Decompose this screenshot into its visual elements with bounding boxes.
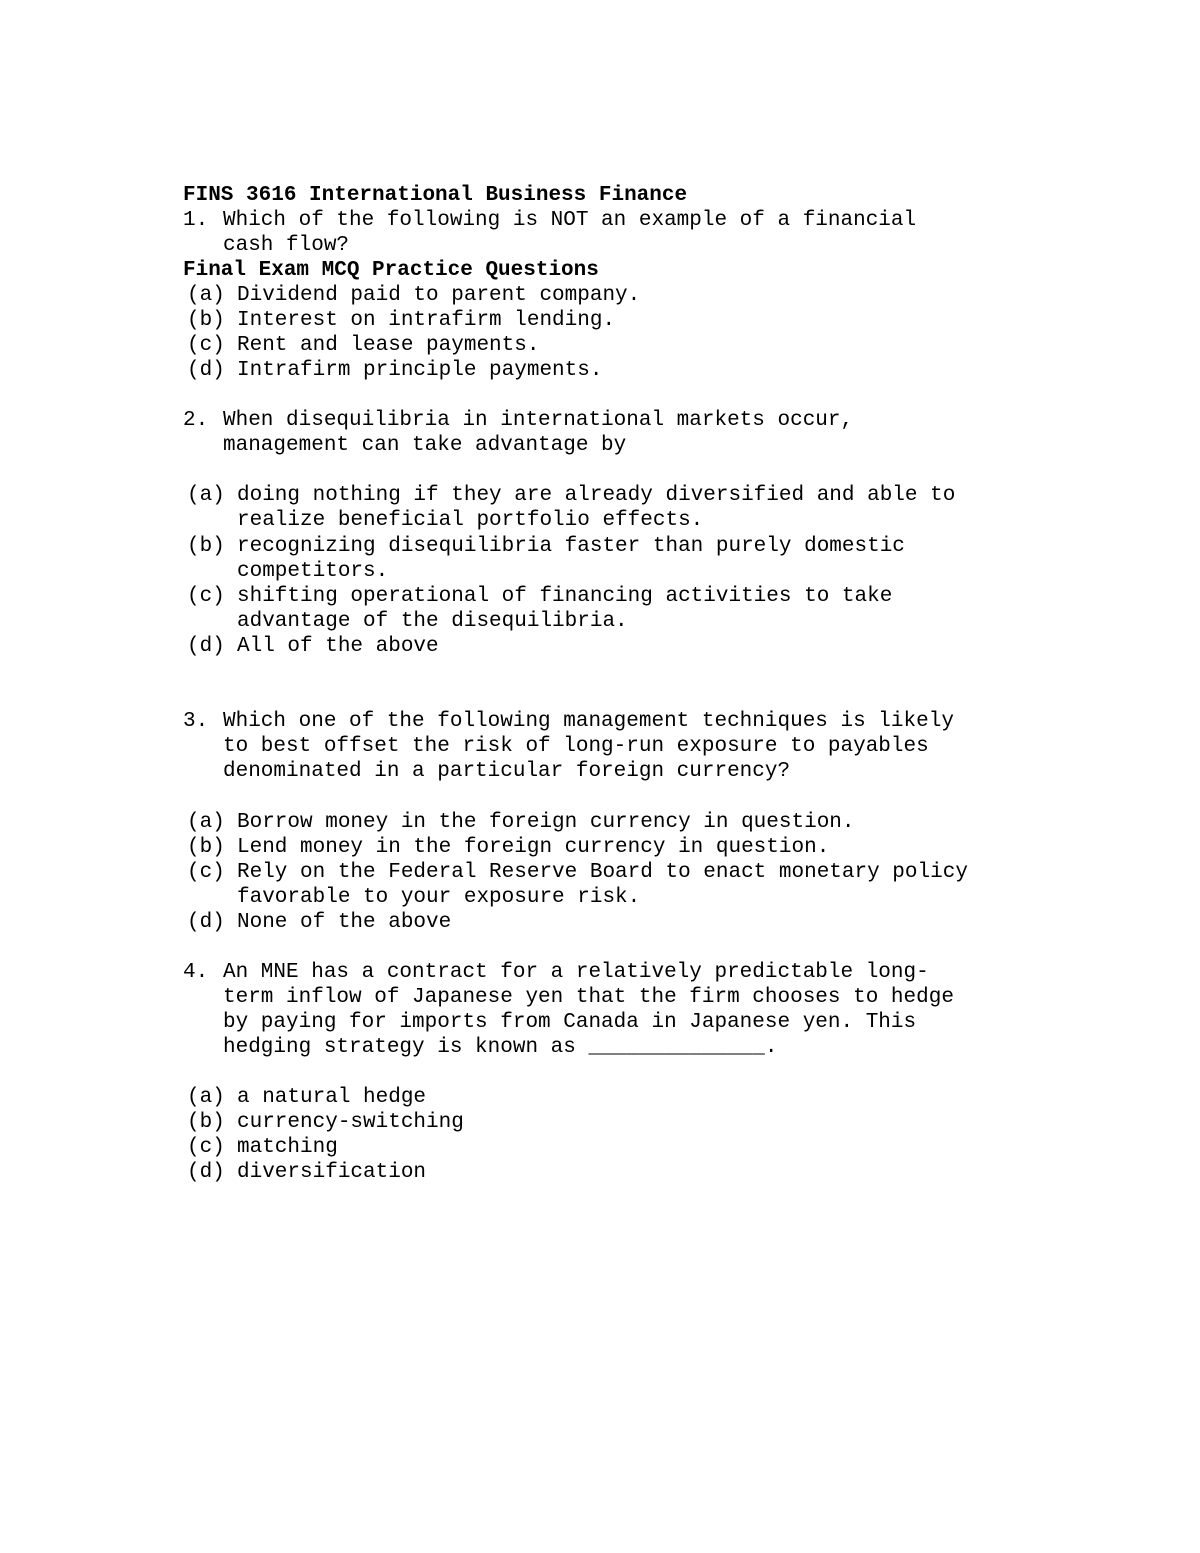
option-text: Lend money in the foreign currency in question. xyxy=(237,836,830,859)
option-label: (c) xyxy=(187,1136,225,1159)
question-text-line: When disequilibria in international markets occur, xyxy=(223,409,854,432)
option-text: Rely on the Federal Reserve Board to enact monetary policy xyxy=(237,861,968,884)
option-text: None of the above xyxy=(237,911,452,934)
option-label: (a) xyxy=(187,284,225,307)
option-label: (d) xyxy=(187,911,225,934)
question-text-line: cash flow? xyxy=(223,234,350,257)
option-text: shifting operational of financing activities to take xyxy=(237,585,893,608)
question-number: 4. xyxy=(183,961,209,984)
question-text-line: Which one of the following management techniques is likely xyxy=(223,710,954,733)
option-text: advantage of the disequilibria. xyxy=(237,610,628,633)
question-text-line: management can take advantage by xyxy=(223,434,627,457)
option-label: (b) xyxy=(187,535,225,558)
option-text: All of the above xyxy=(237,635,439,658)
option-label: (c) xyxy=(187,585,225,608)
option-text: matching xyxy=(237,1136,338,1159)
option-label: (d) xyxy=(187,359,225,382)
option-text: a natural hedge xyxy=(237,1086,427,1109)
question-number: 1. xyxy=(183,209,209,232)
option-label: (c) xyxy=(187,861,225,884)
question-number: 3. xyxy=(183,710,209,733)
option-text: Rent and lease payments. xyxy=(237,334,540,357)
option-text: diversification xyxy=(237,1161,427,1184)
option-text: Intrafirm principle payments. xyxy=(237,359,603,382)
option-label: (b) xyxy=(187,1111,225,1134)
option-text: competitors. xyxy=(237,560,389,583)
option-label: (d) xyxy=(187,1161,225,1184)
exam-subtitle: Final Exam MCQ Practice Questions xyxy=(183,259,599,282)
question-text-line: term inflow of Japanese yen that the firm chooses to hedge xyxy=(223,986,954,1009)
option-label: (c) xyxy=(187,334,225,357)
option-text: doing nothing if they are already diversified and able to xyxy=(237,484,956,507)
option-text: favorable to your exposure risk. xyxy=(237,886,641,909)
course-title: FINS 3616 International Business Finance xyxy=(183,184,688,207)
question-text-line: to best offset the risk of long-run exposure to payables xyxy=(223,735,929,758)
option-label: (a) xyxy=(187,484,225,507)
question-text-line: denominated in a particular foreign currency? xyxy=(223,760,791,783)
question-text-line: An MNE has a contract for a relatively predictable long- xyxy=(223,961,929,984)
option-label: (b) xyxy=(187,309,225,332)
question-number: 2. xyxy=(183,409,209,432)
option-label: (d) xyxy=(187,635,225,658)
option-text: Interest on intrafirm lending. xyxy=(237,309,616,332)
question-text-line: Which of the following is NOT an example of a financial xyxy=(223,209,917,232)
option-text: Dividend paid to parent company. xyxy=(237,284,641,307)
option-label: (b) xyxy=(187,836,225,859)
option-text: Borrow money in the foreign currency in question. xyxy=(237,811,855,834)
question-text-line: by paying for imports from Canada in Japanese yen. This xyxy=(223,1011,917,1034)
option-label: (a) xyxy=(187,1086,225,1109)
option-label: (a) xyxy=(187,811,225,834)
option-text: realize beneficial portfolio effects. xyxy=(237,509,704,532)
option-text: currency-switching xyxy=(237,1111,464,1134)
question-text-line: hedging strategy is known as ______________. xyxy=(223,1036,778,1059)
option-text: recognizing disequilibria faster than purely domestic xyxy=(237,535,905,558)
